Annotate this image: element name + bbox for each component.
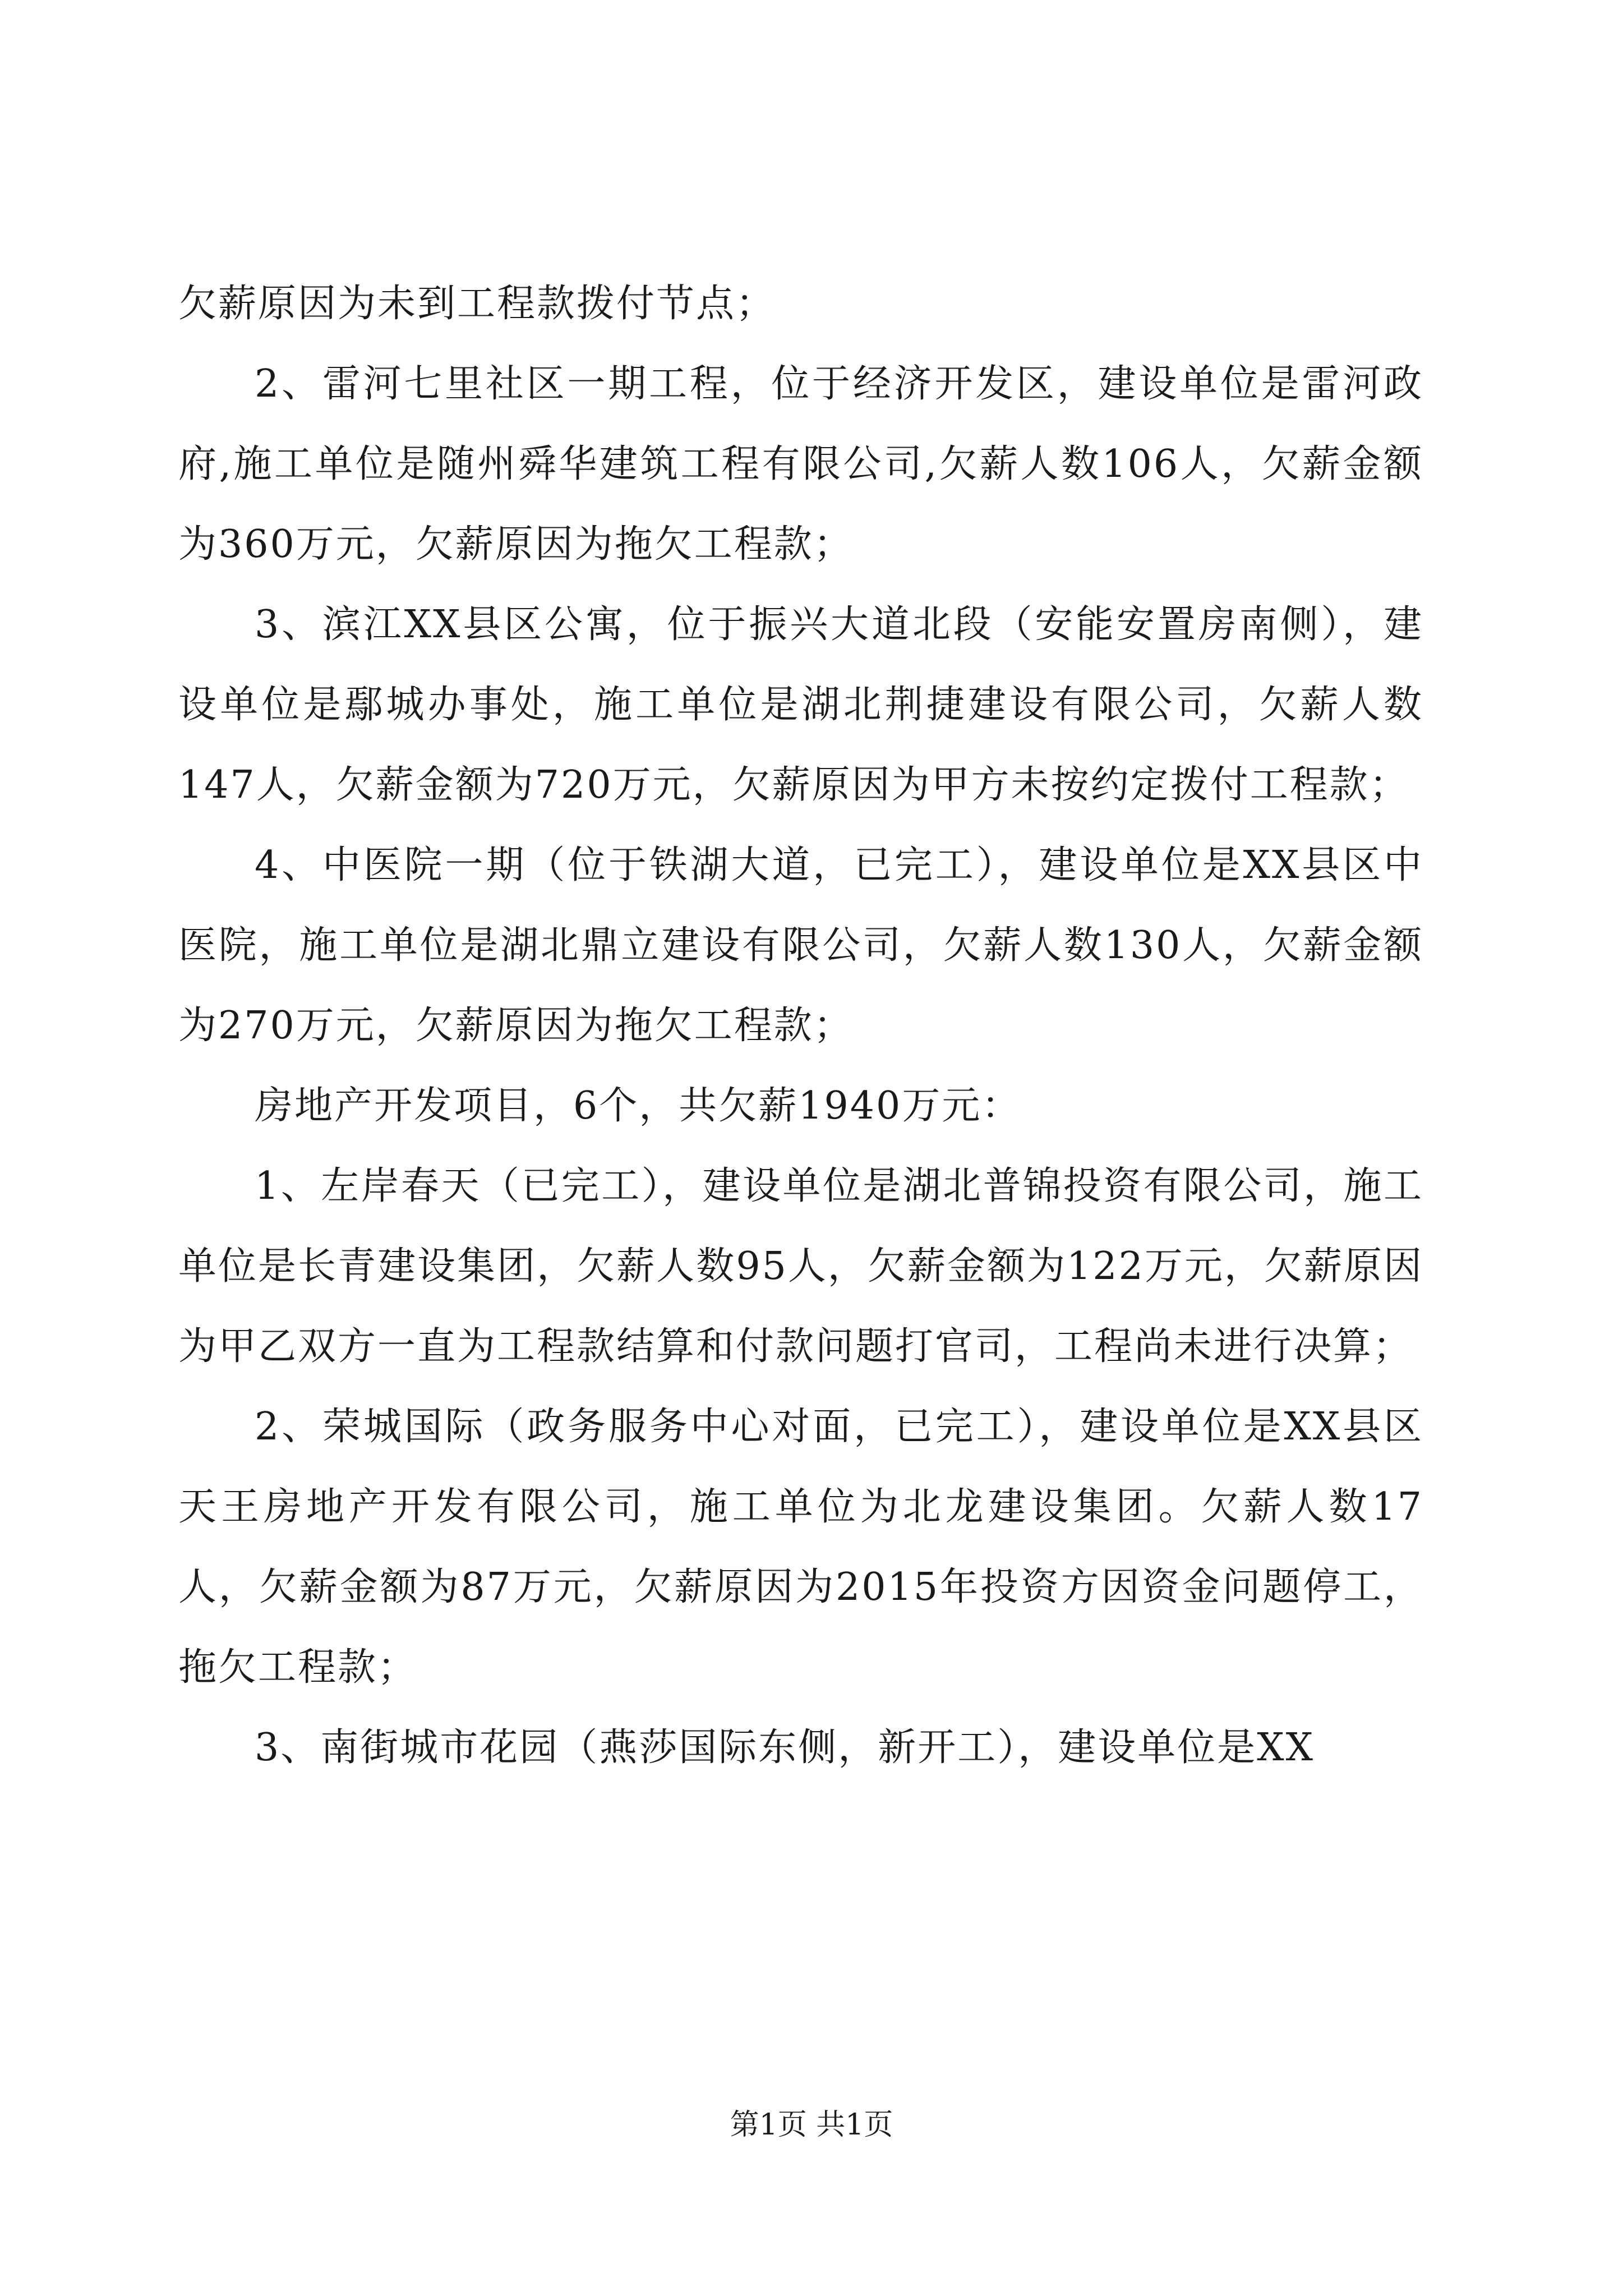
paragraph-6: 1、左岸春天（已完工），建设单位是湖北普锦投资有限公司，施工单位是长青建设集团，欠薪人数95人，欠薪金额为122万元，欠薪原因为甲乙双方一直为工程款结算和付款问题打官司，工程尚未进行决算； (178, 1164, 1423, 1369)
paragraph-5: 房地产开发项目，6个，共欠薪1940万元： (255, 1084, 1022, 1128)
paragraph-8: 3、南街城市花园（燕莎国际东侧，新开工），建设单位是XX (255, 1726, 1315, 1770)
paragraph-4: 4、中医院一期（位于铁湖大道，已完工），建设单位是XX县区中医院，施工单位是湖北鼎立建设有限公司，欠薪人数130人，欠薪金额为270万元，欠薪原因为拖欠工程款； (178, 843, 1423, 1048)
paragraph-3: 3、滨江XX县区公寓，位于振兴大道北段（安能安置房南侧），建设单位是鄢城办事处，施工单位是湖北荆捷建设有限公司，欠薪人数147人，欠薪金额为720万元，欠薪原因为甲方未按约定拨付工程款； (178, 602, 1423, 807)
paragraph-7: 2、荣城国际（政务服务中心对面，已完工），建设单位是XX县区天王房地产开发有限公司，施工单位为北龙建设集团。欠薪人数17人，欠薪金额为87万元，欠薪原因为2015年投资方因资金问题停工，拖欠工程款； (178, 1405, 1423, 1690)
paragraph-2: 2、雷河七里社区一期工程，位于经济开发区，建设单位是雷河政府,施工单位是随州舜华建筑工程有限公司,欠薪人数106人，欠薪金额为360万元，欠薪原因为拖欠工程款； (178, 362, 1423, 567)
paragraph-1: 欠薪原因为未到工程款拨付节点； (178, 282, 776, 326)
document-body (178, 264, 1423, 1788)
page-number-footer: 第1页 共1页 (730, 2108, 893, 2142)
